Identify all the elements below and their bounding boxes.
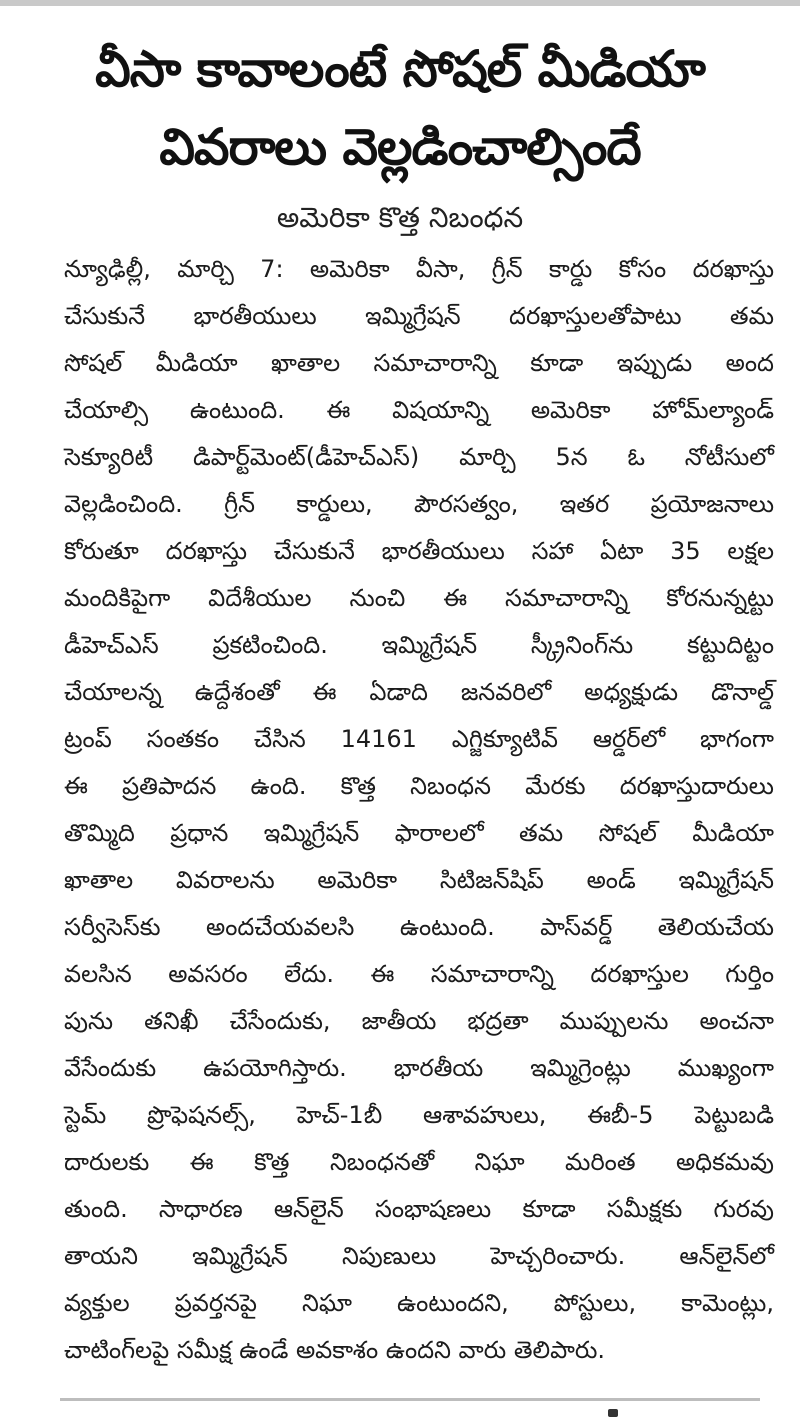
- body-line: తుంది. సాధారణ ఆన్‌లైన్ సంభాషణలు కూడా సమీక్షకు గురవు: [64, 1195, 774, 1223]
- body-line: ట్రంప్ సంతకం చేసిన 14161 ఎగ్జిక్యూటివ్ ఆర్డర్‌లో భాగంగా: [64, 725, 774, 753]
- body-line: న్యూఢిల్లీ, మార్చి 7: అమెరికా వీసా, గ్రీన్ కార్డు కోసం దరఖాస్తు: [64, 255, 774, 283]
- body-line: స్టెమ్ ప్రొఫెషనల్స్, హెచ్-1బీ ఆశావహులు, ఈబీ-5 పెట్టుబడి: [64, 1101, 774, 1129]
- body-line: మందికిపైగా విదేశీయుల నుంచి ఈ సమాచారాన్ని కోరనున్నట్టు: [64, 584, 774, 612]
- headline: [20, 30, 780, 186]
- top-divider: [0, 0, 800, 6]
- body-line: వలసిన అవసరం లేదు. ఈ సమాచారాన్ని దరఖాస్తుల గుర్తిం: [64, 960, 774, 988]
- body-line: ఖాతాల వివరాలను అమెరికా సిటిజన్‌షిప్ అండ్ ఇమ్మిగ్రేషన్: [64, 866, 774, 894]
- headline-line-1: వీసా కావాలంటే సోషల్ మీడియా: [95, 40, 705, 98]
- body-line: చాటింగ్‌లపై సమీక్ష ఉండే అవకాశం ఉందని వారు తెలిపారు.: [64, 1336, 606, 1364]
- body-line: కోరుతూ దరఖాస్తు చేసుకునే భారతీయులు సహా ఏటా 35 లక్షల: [64, 537, 774, 565]
- edge-mark: [608, 1409, 618, 1417]
- body-line: వేసేందుకు ఉపయోగిస్తారు. భారతీయ ఇమ్మిగ్రెంట్లు ముఖ్యంగా: [64, 1054, 774, 1082]
- body-line: సోషల్ మీడియా ఖాతాల సమాచారాన్ని కూడా ఇప్పుడు అంద: [64, 349, 774, 377]
- subheadline: అమెరికా కొత్త నిబంధన: [276, 201, 524, 234]
- body-line: వెల్లడించింది. గ్రీన్ కార్డులు, పౌరసత్వం, ఇతర ప్రయోజనాలు: [64, 490, 774, 518]
- body-line: తొమ్మిది ప్రధాన ఇమ్మిగ్రేషన్ ఫారాలలో తమ సోషల్ మీడియా: [64, 819, 774, 847]
- body-line: దారులకు ఈ కొత్త నిబంధనతో నిఘా మరింత అధికమవు: [64, 1148, 774, 1176]
- body-line: సర్వీసెస్‌కు అందచేయవలసి ఉంటుంది. పాస్‌వర్డ్ తెలియచేయ: [64, 913, 774, 941]
- body-line: చేసుకునే భారతీయులు ఇమ్మిగ్రేషన్ దరఖాస్తులతోపాటు తమ: [64, 302, 774, 330]
- body-line: డీహెచ్ఎస్ ప్రకటించింది. ఇమ్మిగ్రేషన్ స్క్రీనింగ్‌ను కట్టుదిట్టం: [64, 631, 774, 659]
- body-line: సెక్యూరిటీ డిపార్ట్‌మెంట్(డీహెచ్ఎస్) మార్చి 5న ఓ నోటీసులో: [64, 443, 774, 471]
- body-line: చేయాల్సి ఉంటుంది. ఈ విషయాన్ని అమెరికా హోమ్‌ల్యాండ్: [64, 396, 774, 424]
- body-line: వ్యక్తుల ప్రవర్తనపై నిఘా ఉంటుందని, పోస్టులు, కామెంట్లు,: [64, 1289, 774, 1317]
- headline-line-2: వివరాలు వెల్లడించాల్సిందే: [159, 118, 641, 176]
- body-line: తాయని ఇమ్మిగ్రేషన్ నిపుణులు హెచ్చరించారు. ఆన్‌లైన్‌లో: [64, 1242, 774, 1270]
- body-line: ఈ ప్రతిపాదన ఉంది. కొత్త నిబంధన మేరకు దరఖాస్తుదారులు: [64, 772, 774, 800]
- body-line: పును తనిఖీ చేసేందుకు, జాతీయ భద్రతా ముప్పులను అంచనా: [64, 1007, 774, 1035]
- body-line: చేయాలన్న ఉద్దేశంతో ఈ ఏడాది జనవరిలో అధ్యక్షుడు డొనాల్డ్: [64, 678, 774, 706]
- article-body: [64, 246, 774, 1374]
- bottom-divider: [60, 1398, 760, 1401]
